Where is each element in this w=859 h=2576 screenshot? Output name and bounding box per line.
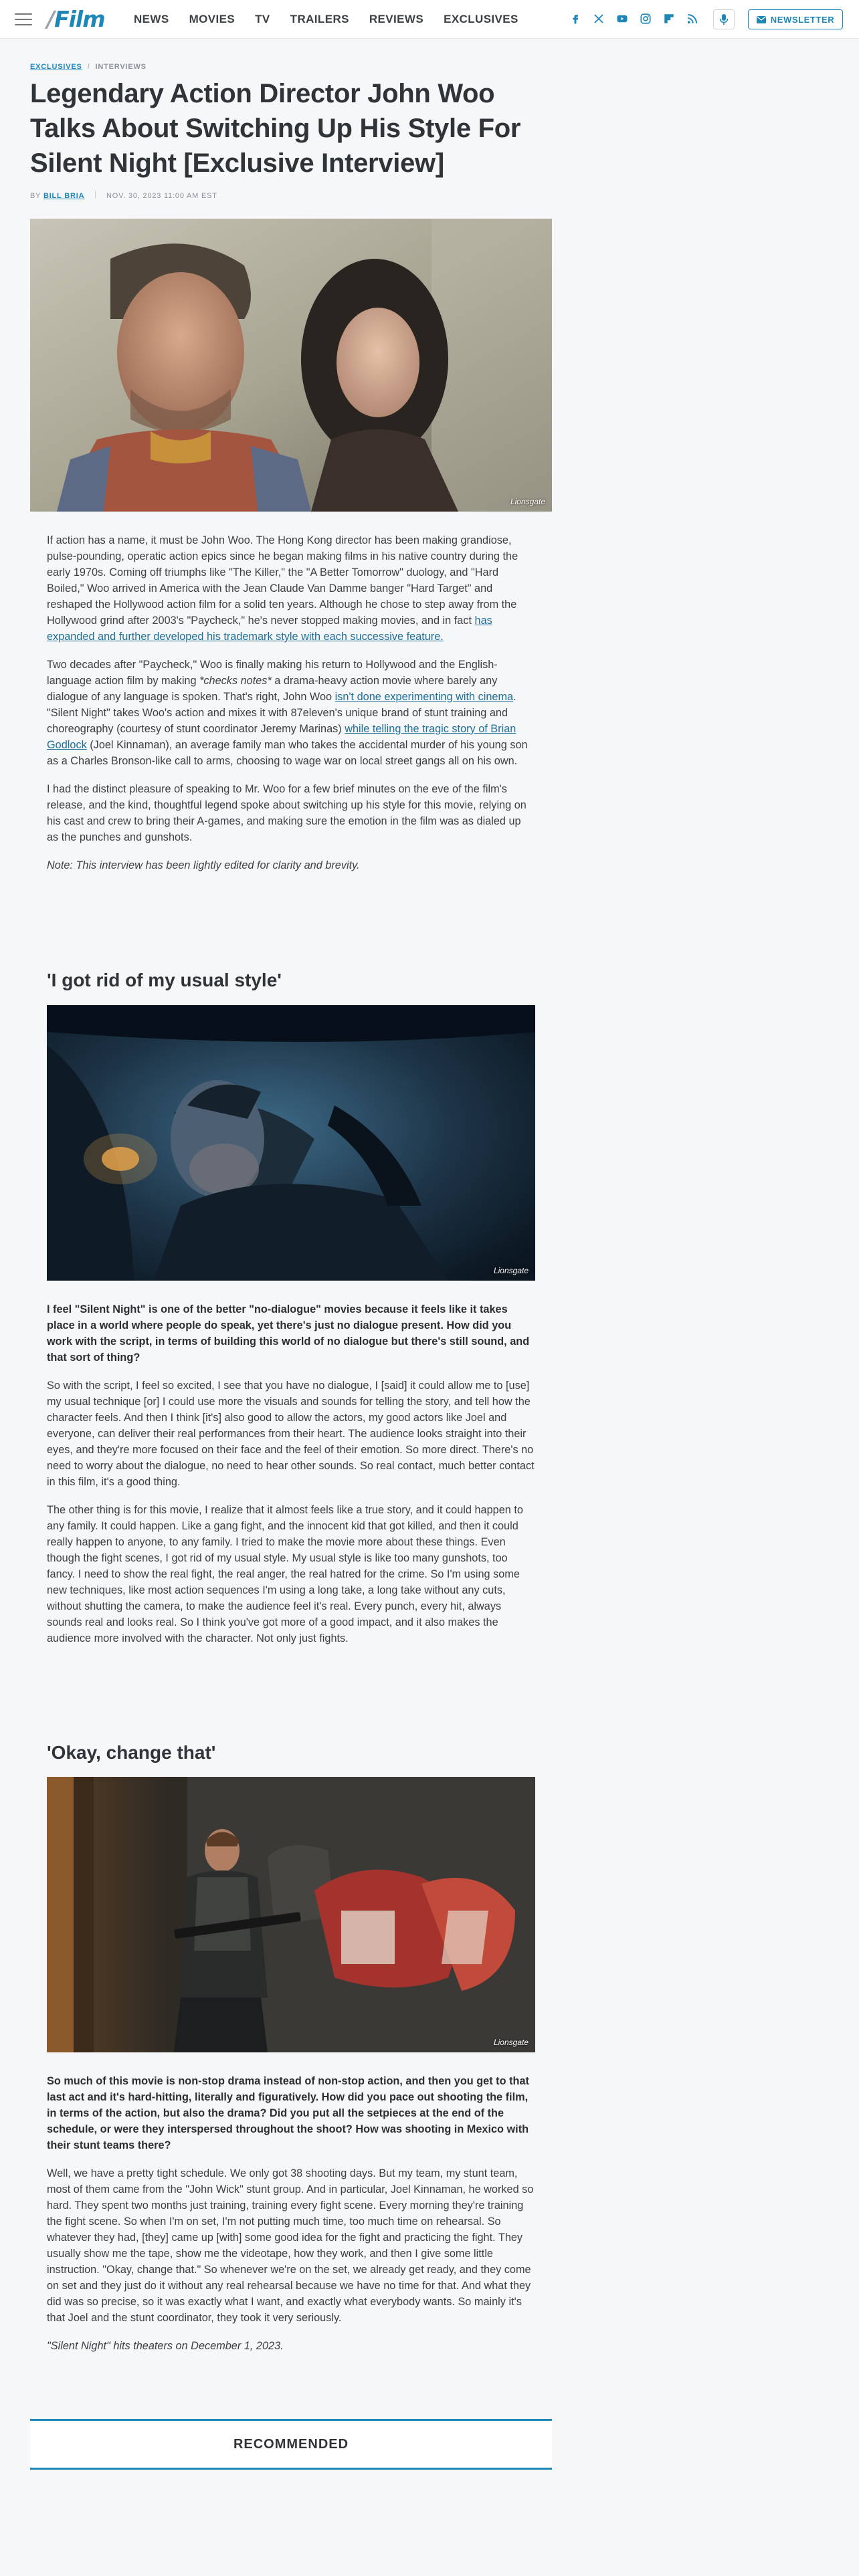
interview-answer: Well, we have a pretty tight schedule. We only got 38 shooting days. But my team, my stunt team, most of them came from the "John Wick" stunt group. And in particular, Joel Kinnaman, he worked so hard. They spent two months just training, training every fight scene. Every morning they're training the fight scene. So when I'm on set, I'm not putting much time, too much time on rehearsal. So whatever they had, [they] came up [with] some good idea for the fight and practicing the fight. They usually show me the tape, show me the videotape, how they work, and then I give some little instruction. "Okay, change that." So whenever we're on the set, we already get ready, and they come on set and they just do it without any real rehearsal because we have no time for that. And what they did was so precise, so it was exactly what I want, and exactly what everybody wants. So mainly it's that Joel and the stunt coordinator, they took it very seriously. [47,2167,534,2324]
breadcrumb-exclusives[interactable]: EXCLUSIVES [30,63,82,71]
author-link[interactable]: BILL BRIA [43,192,85,200]
nav-exclusives[interactable]: EXCLUSIVES [444,13,518,25]
image-credit: Lionsgate [493,1266,529,1275]
image-credit: Lionsgate [493,2038,529,2047]
hero-image [30,219,552,512]
inline-link[interactable]: isn't done experimenting with cinema [335,691,514,703]
paragraph: I had the distinct pleasure of speaking to Mr. Woo for a few brief minutes on the eve of the film's release, and the kind, thoughtful legend spoke about switching up his style for this movie, relying on his cast and crew to bring their A-games, and making sure the emotion in the film was as dialed up as the punches and gunshots. [47,783,527,843]
instagram-icon[interactable] [638,11,654,27]
newsletter-button[interactable] [748,9,843,29]
newsletter-label: NEWSLETTER [770,14,835,25]
section-heading: 'I got rid of my usual style' [47,970,282,990]
inline-link[interactable]: has expanded and further developed his trademark style with each successive feature. [47,615,492,643]
nav-movies[interactable]: MOVIES [189,13,235,25]
flipboard-icon[interactable] [661,11,677,27]
inline-link[interactable]: while telling the tragic story of Brian Godlock [47,723,516,751]
article-image [47,1005,535,1281]
x-icon[interactable] [591,11,607,27]
article-image [47,1777,535,2052]
interview-question: I feel "Silent Night" is one of the better "no-dialogue" movies because it feels like it takes place in a world where people do speak, yet there's just no dialogue present. How did you work with the script, in terms of building this world of no dialogue but there's still sound, and that sort of thing? [47,1303,530,1364]
youtube-icon[interactable] [614,11,630,27]
release-note: "Silent Night" hits theaters on December 1, 2023. [47,2340,284,2352]
paragraph: If action has a name, it must be John Woo. The Hong Kong director has been making grandiose, pulse-pounding, operatic action epics since he began making films in his native country during the early 1970s. Coming off triumphs like "The Killer," the "A Better Tomorrow" duology, and "Hard Boiled," Woo arrived in America with the Jean Claude Van Damme banger "Hard Target" and reshaped the Hollywood action film for a solid ten years. Although he chose to step away from the Hollywood grind after 2003's "Paycheck," he's never stopped making movies, and in fact has expanded and further developed his trademark style with each successive feature. [47,534,518,643]
envelope-icon [757,16,766,23]
interview-answer: So with the script, I feel so excited, I see that you have no dialogue, I [said] it could allow me to [use] my usual technique [or] I could use more the visuals and sounds for telling the story, and tell how the character feels. And then I think [it's] also good to allow the actors, my good actors like Joel and everyone, can deliver their real performances from their heart. The audience looks straight into their eyes, and they're more focused on their face and the feel of their emotion. So more direct. There's no need to worry about the dialogue, no need to hear other sounds. So real contact, much better contact in this film, it's a good thing. [47,1380,535,1488]
rss-icon[interactable] [684,11,700,27]
article-body [47,2073,535,2366]
nav-trailers[interactable]: TRAILERS [290,13,349,25]
recommended-header: RECOMMENDED [30,2419,552,2470]
site-header [0,0,859,39]
interview-answer: The other thing is for this movie, I realize that it almost feels like a true story, and it could happen to any family. It could happen. Like a gang fight, and the innocent kid that got killed, and then it could really happen to anyone, to any family. I tried to make the movie more about these things. Even though the fight scenes, I got rid of my usual style. My usual style is like too many gunshots, too fancy. I need to show the real fight, the real anger, the real hatred for the crime. So I'm using some new techniques, like most action sequences I'm using a long take, a long take without any cuts, without shutting the camera, to make the audience feel it's real. Every punch, every hit, always sounds real and looks real. So I think you've got more of a good impact, and it also makes the audience more involved with the character. Not only just fights. [47,1504,523,1644]
breadcrumb: EXCLUSIVES / INTERVIEWS [30,63,147,71]
article-body [47,1301,535,1658]
nav-tv[interactable]: TV [255,13,270,25]
interview-question: So much of this movie is non-stop drama instead of non-stop action, and then you get to that last act and it's hard-hitting, literally and figuratively. How did you pace out shooting the film, in terms of the action, but also the drama? Did you put all the setpieces at the end of the schedule, or were they interspersed throughout the shoot? How was shooting in Mexico with their stunt teams there? [47,2075,529,2151]
editor-note: Note: This interview has been lightly edited for clarity and brevity. [47,859,360,871]
page-title: Legendary Action Director John Woo Talks About Switching Up His Style For Silent Night [Exclusive Interview] [30,79,521,178]
article-body [47,532,535,885]
publish-date: NOV. 30, 2023 11:00 AM EST [106,192,217,200]
main-nav [134,0,539,39]
menu-icon[interactable] [15,13,32,25]
image-credit: Lionsgate [510,497,545,506]
nav-news[interactable]: NEWS [134,13,169,25]
facebook-icon[interactable] [567,11,583,27]
breadcrumb-interviews[interactable]: INTERVIEWS [95,63,147,71]
byline: BY BILL BRIA NOV. 30, 2023 11:00 AM EST [30,192,217,200]
social-links [567,11,708,27]
section-heading: 'Okay, change that' [47,1742,216,1763]
nav-reviews[interactable]: REVIEWS [369,13,424,25]
site-logo[interactable]: /Film [47,6,105,32]
paragraph: Two decades after "Paycheck," Woo is finally making his return to Hollywood and the English-language action film by making *checks notes* a drama-heavy action movie where barely any dialogue of any language is spoken. That's right, John Woo isn't done experimenting with cinema. "Silent Night" takes Woo's action and mixes it with 87eleven's unique brand of stunt training and choreography (courtesy of stunt coordinator Jeremy Marinas) while telling the tragic story of Brian Godlock (Joel Kinnaman), an average family man who takes the accidental murder of his young son as a Charles Bronson-like call to arms, choosing to wage war on local street gangs all on his own. [47,659,528,767]
mic-icon[interactable] [713,9,735,29]
